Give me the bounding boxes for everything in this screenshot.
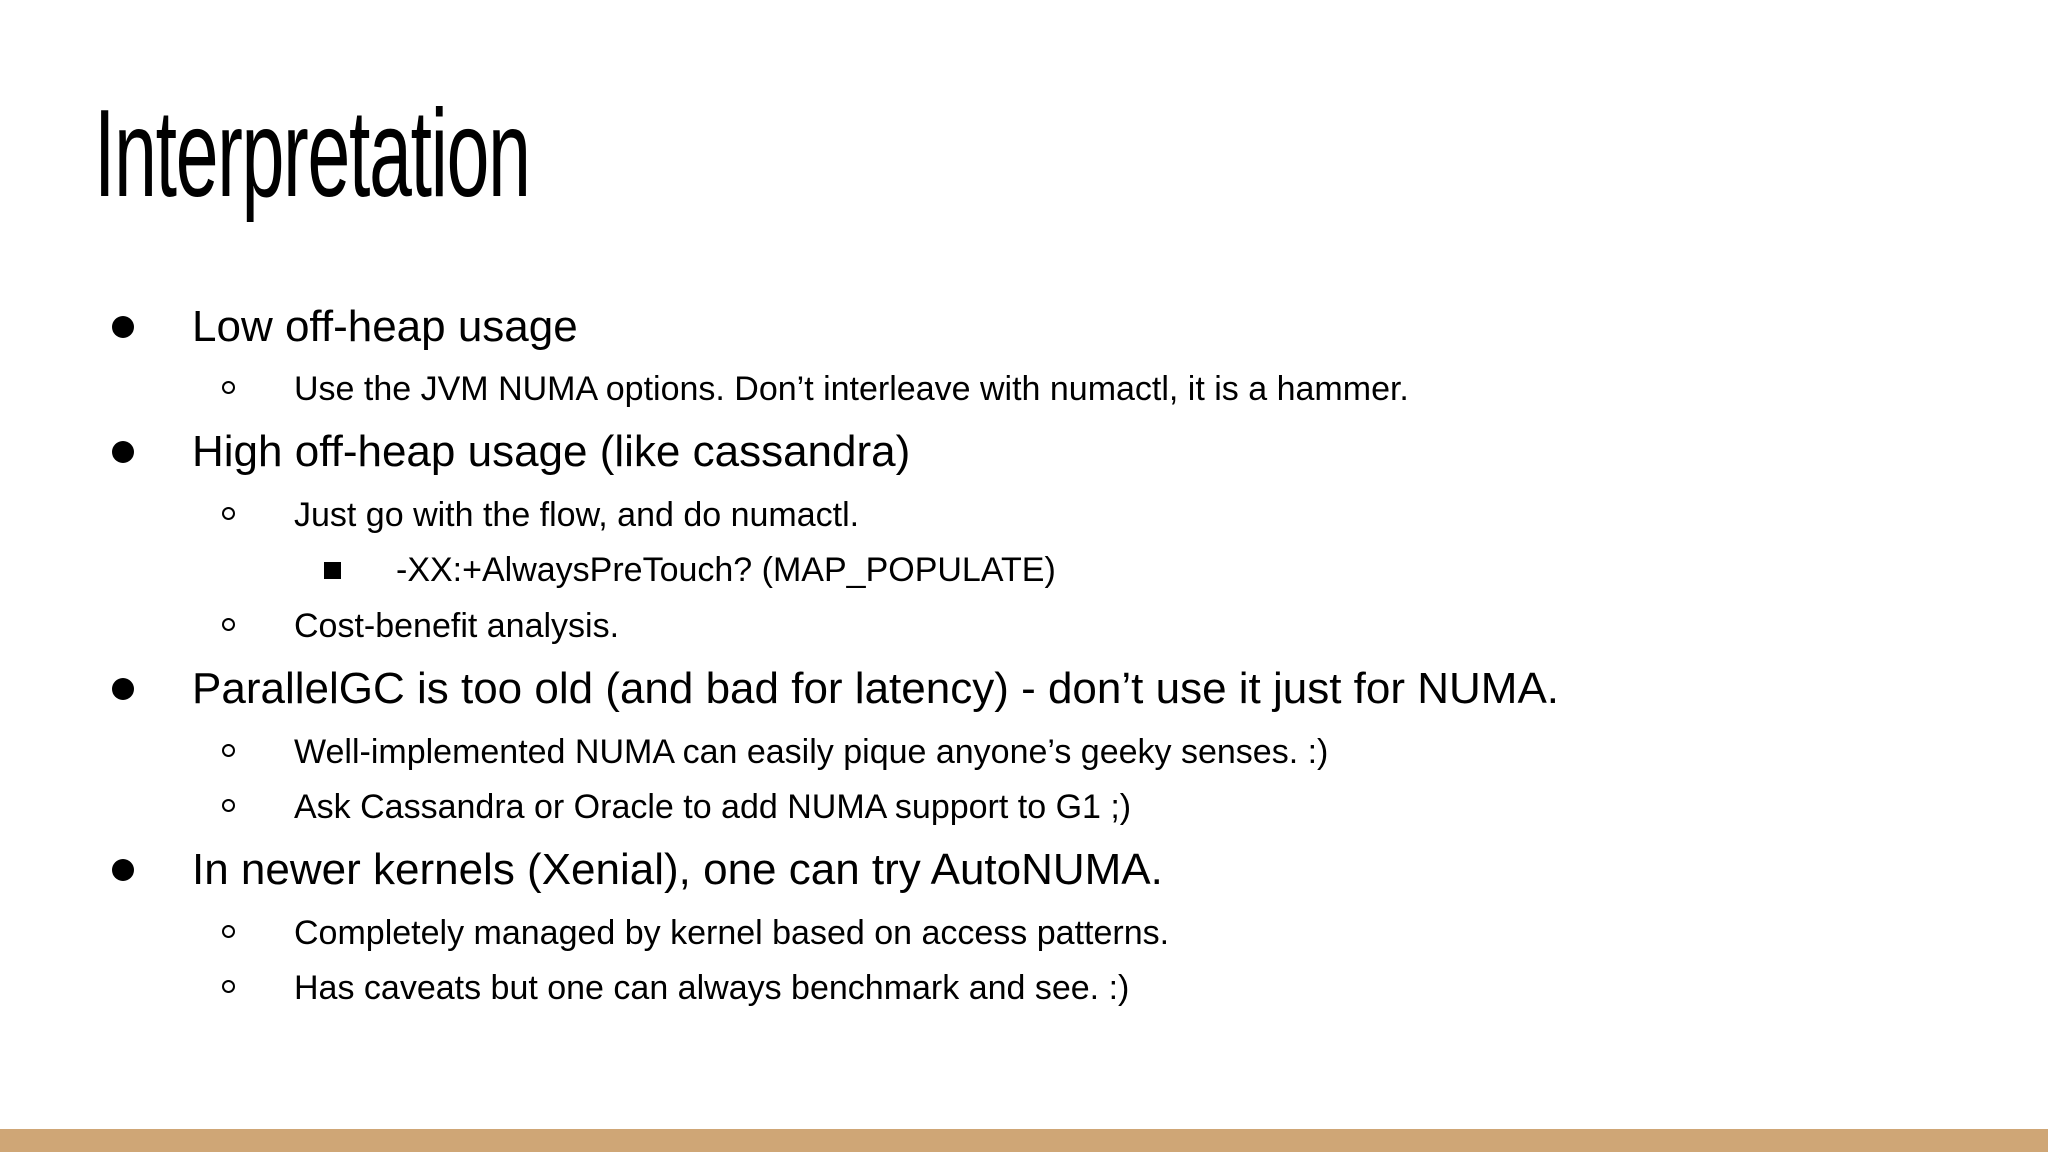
bullet-text: Well-implemented NUMA can easily pique anyone’s geeky senses. :): [294, 733, 1329, 771]
bullet-text: -XX:+AlwaysPreTouch? (MAP_POPULATE): [396, 551, 1056, 589]
hollow-circle-bullet-icon: [222, 744, 235, 757]
bullet-text: ParallelGC is too old (and bad for latency) - don’t use it just for NUMA.: [192, 664, 1560, 713]
bullet-text: Has caveats but one can always benchmark and see. :): [294, 969, 1130, 1007]
bullet-text: Use the JVM NUMA options. Don’t interleave with numactl, it is a hammer.: [294, 370, 1409, 408]
filled-circle-bullet-icon: [112, 859, 134, 881]
filled-circle-bullet-icon: [112, 441, 134, 463]
bullet-text: In newer kernels (Xenial), one can try AutoNUMA.: [192, 845, 1163, 894]
bullet-text: Just go with the flow, and do numactl.: [294, 496, 860, 534]
bullet-text: Low off-heap usage: [192, 302, 578, 351]
hollow-circle-bullet-icon: [222, 618, 235, 631]
hollow-circle-bullet-icon: [222, 381, 235, 394]
footer-accent-bar: [0, 1129, 2048, 1152]
hollow-circle-bullet-icon: [222, 507, 235, 520]
hollow-circle-bullet-icon: [222, 799, 235, 812]
bullet-text: High off-heap usage (like cassandra): [192, 427, 911, 476]
square-bullet-icon: [324, 562, 341, 579]
bullet-text: Cost-benefit analysis.: [294, 607, 620, 645]
hollow-circle-bullet-icon: [222, 980, 235, 993]
filled-circle-bullet-icon: [112, 678, 134, 700]
bullet-text: Ask Cassandra or Oracle to add NUMA support to G1 ;): [294, 788, 1132, 826]
hollow-circle-bullet-icon: [222, 925, 235, 938]
slide-title: Interpretation: [94, 85, 530, 223]
filled-circle-bullet-icon: [112, 316, 134, 338]
bullet-text: Completely managed by kernel based on access patterns.: [294, 914, 1170, 952]
